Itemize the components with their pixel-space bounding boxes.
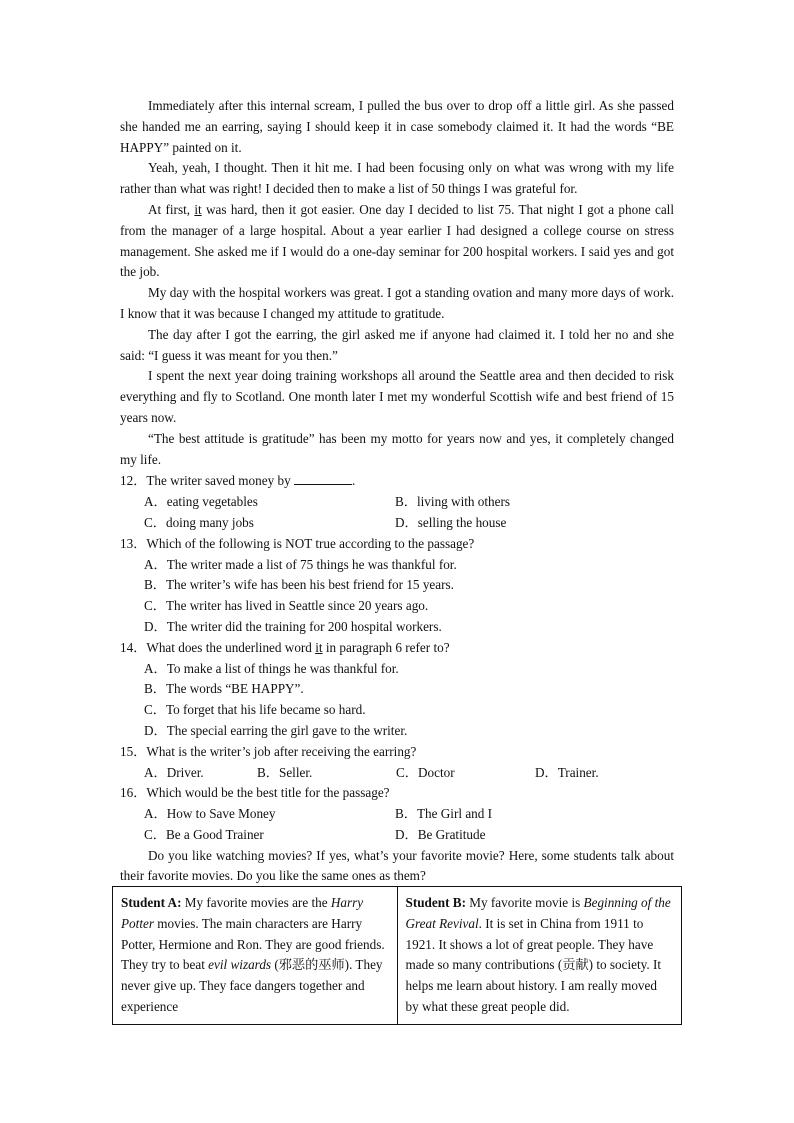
movie-title-a: Harry Potter — [121, 895, 364, 931]
question-14-options — [120, 659, 674, 742]
answer-blank — [294, 470, 352, 485]
option-a: A．The writer made a list of 75 things he was thankful for. — [144, 556, 457, 572]
question-12: 12．The writer saved money by . — [120, 470, 674, 492]
question-16: 16．Which would be the best title for the passage? — [120, 785, 390, 801]
option-c: C．To forget that his life became so hard. — [144, 702, 366, 718]
student-b-label: Student B: — [405, 895, 466, 910]
passage-paragraph-3: At first, it was hard, then it got easier. One day I decided to list 75. That night I got a phone call from the manager of a large hospital. About a year earlier I had designed a college course on stress management. She asked me if I would do a one-day seminar for 200 hospital workers. I said yes and got the job. — [120, 201, 675, 280]
underlined-word-it: it — [315, 639, 323, 655]
underlined-word-it: it — [194, 201, 202, 217]
passage-paragraph-4: My day with the hospital workers was great. I got a standing ovation and many more days of work. I know that it was because I changed my attitude to gratitude. — [120, 285, 674, 321]
option-d: D．Trainer. — [535, 764, 599, 780]
question-12-options — [120, 492, 674, 534]
option-d: D．Be Gratitude — [395, 826, 486, 842]
passage-paragraph-6: I spent the next year doing training workshops all around the Seattle area and then decided to risk everything and fly to Scotland. One month later I met my wonderful Scottish wife and best friend of 15 years now. — [120, 368, 674, 425]
option-b: B．Seller. — [257, 764, 313, 780]
question-13-options — [120, 555, 674, 638]
option-c: C．doing many jobs — [144, 514, 254, 530]
question-14: 14．What does the underlined word it in paragraph 6 refer to? — [120, 639, 450, 655]
option-a: A．eating vegetables — [144, 494, 258, 510]
option-c: C．The writer has lived in Seattle since 20 years ago. — [144, 598, 429, 614]
option-a: A．How to Save Money — [144, 806, 276, 822]
term-evil-wizards: evil wizards — [208, 957, 272, 973]
option-b: B．The Girl and I — [395, 806, 493, 822]
option-b: B．living with others — [395, 494, 511, 510]
option-b: B．The words “BE HAPPY”. — [144, 681, 304, 697]
movies-table — [112, 886, 682, 1025]
option-a: A．Driver. — [144, 764, 204, 780]
passage-paragraph-5: The day after I got the earring, the girl asked me if anyone had claimed it. I told her no and she said: “I guess it was meant for you then.” — [120, 326, 674, 363]
option-a: A．To make a list of things he was thankful for. — [144, 660, 399, 676]
question-16-options — [120, 804, 674, 846]
question-13: 13．Which of the following is NOT true according to the passage? — [120, 535, 475, 551]
student-a-cell: Student A: My favorite movies are the Harry Potter movies. The main characters are Harry Potter, Hermione and Ron. They are good friends. They try to beat evil wizards (邪恶的巫师). They never give up. They face dangers together and experience — [113, 887, 398, 1025]
option-d: D．The special earring the girl gave to the writer. — [144, 722, 408, 738]
question-15-options — [120, 763, 674, 784]
passage-paragraph-1: Immediately after this internal scream, I pulled the bus over to drop off a little girl. As she passed she handed me an earring, saying I should keep it in case somebody claimed it. It had the words “BE HAPPY” painted on it. — [120, 98, 674, 155]
option-c: C．Doctor — [396, 764, 455, 780]
option-d: D．selling the house — [395, 514, 507, 530]
page-content — [120, 96, 674, 887]
option-b: B．The writer’s wife has been his best friend for 15 years. — [144, 577, 454, 593]
question-15: 15．What is the writer’s job after receiving the earring? — [120, 743, 417, 759]
student-a-label: Student A: — [121, 895, 182, 910]
option-d: D．The writer did the training for 200 hospital workers. — [144, 618, 442, 634]
passage-paragraph-7: “The best attitude is gratitude” has been my motto for years now and yes, it completely changed my life. — [120, 430, 674, 467]
movie-title-b: Beginning of the Great Revival — [405, 895, 671, 931]
option-c: C．Be a Good Trainer — [144, 826, 264, 842]
movies-intro: Do you like watching movies? If yes, what’s your favorite movie? Here, some students talk about their favorite movies. Do you like the same ones as them? — [120, 847, 674, 884]
student-b-cell: Student B: My favorite movie is Beginning of the Great Revival. It is set in China from 1911 to 1921. It shows a lot of great people. They have made so many contributions (贡献) to society. It helps me learn about history. I am really moved by what these great people did. — [397, 887, 682, 1025]
passage-paragraph-2: Yeah, yeah, I thought. Then it hit me. I had been focusing only on what was wrong with my life rather than what was right! I decided then to make a list of 50 things I was grateful for. — [120, 160, 674, 197]
